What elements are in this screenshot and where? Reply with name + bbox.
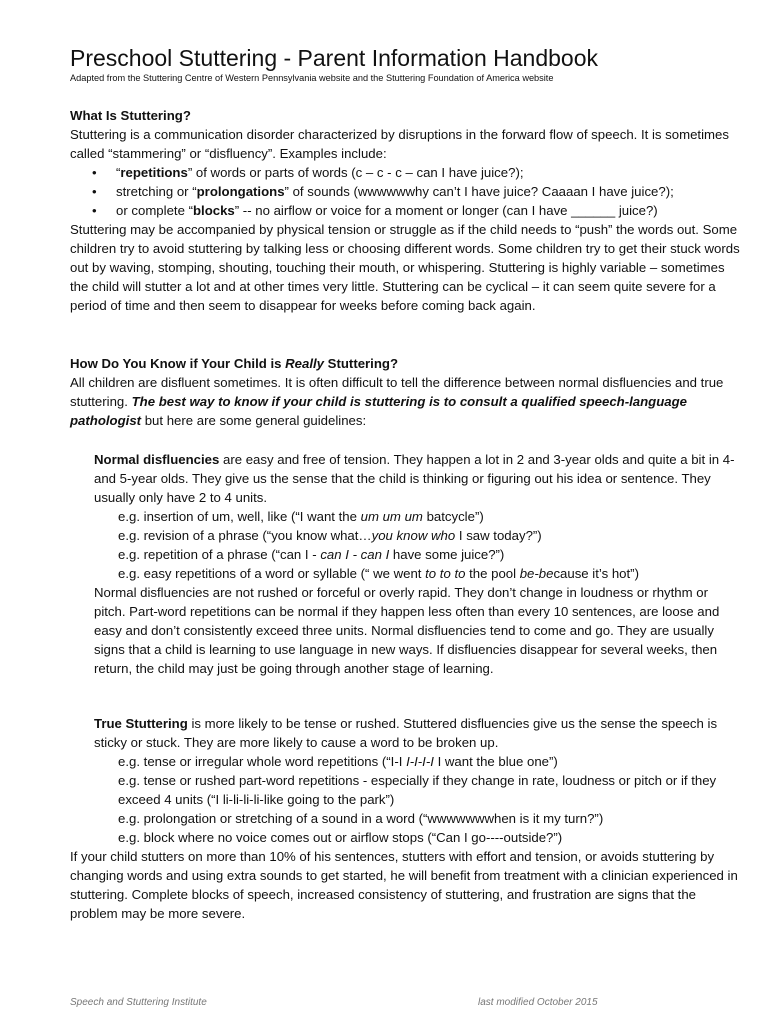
true-stuttering-desc: True Stuttering is more likely to be tense or rushed. Stuttered disfluencies give us the sense the speech is sticky or stuck. They are more likely to cause a word to be broken up. bbox=[94, 716, 718, 750]
example-line: e.g. tense or irregular whole word repetitions (“I-I I-I-I-I I want the blue one”) bbox=[118, 754, 558, 769]
section-what-is-stuttering bbox=[70, 106, 742, 315]
example-line: e.g. revision of a phrase (“you know what…you know who I saw today?”) bbox=[118, 528, 542, 543]
footer-left: Speech and Stuttering Institute bbox=[70, 997, 207, 1008]
true-stuttering-body: If your child stutters on more than 10% of his sentences, stutters with effort and tension, or avoids stuttering by changing words and using extra sounds to get started, he will benefit from treatment with a clinician experienced in stuttering. Complete blocks of speech, increased consistency of stuttering, and frustration are signs that the problem may be more severe. bbox=[70, 849, 738, 921]
bullet-icon: • bbox=[92, 203, 97, 218]
normal-disfluencies-block bbox=[70, 450, 742, 678]
list-item: • “repetitions” of words or parts of words (c – c - c – can I have juice?); bbox=[92, 165, 524, 180]
examples-list bbox=[70, 163, 742, 220]
page-title: Preschool Stuttering - Parent Information Handbook bbox=[70, 45, 599, 71]
section-intro: All children are disfluent sometimes. It is often difficult to tell the difference between normal disfluencies and true stuttering. The best way to know if your child is stuttering is to consult a qualified speech-language pathologist but here are some general guidelines: bbox=[70, 375, 724, 428]
example-line: e.g. prolongation or stretching of a sound in a word (“wwwwwwwhen is it my turn?”) bbox=[118, 811, 604, 826]
normal-disfluencies-body: Normal disfluencies are not rushed or forceful or overly rapid. They don’t change in loudness or rhythm or pitch. Part-word repetitions can be normal if they happen less often than every 10 sentences, are loose and easy and don’t consistently exceed three units. Normal disfluencies tend to come and go. They are usually signs that a child is learning to use language in new ways. If disfluencies disappear for several weeks, then return, the child may just be going through another stage of learning. bbox=[94, 585, 720, 676]
list-item: • stretching or “prolongations” of sounds (wwwwwwhy can’t I have juice? Caaaan I have juice?); bbox=[92, 184, 674, 199]
section-body: Stuttering may be accompanied by physical tension or struggle as if the child needs to “push” the words out. Some children try to avoid stuttering by talking less or choosing different words. Some children try to get their stuck words out by waving, stomping, shouting, touching their mouth, or whispering. Stuttering is highly variable – sometimes the child will stutter a lot and at other times very little. Stuttering can be cyclical – it can seem quite severe for a period of time and then seem to disappear for weeks before coming back again. bbox=[70, 222, 740, 313]
true-stuttering-block bbox=[70, 714, 742, 923]
footer-right: last modified October 2015 bbox=[478, 997, 598, 1008]
section-how-do-you-know bbox=[70, 354, 742, 430]
example-line: e.g. block where no voice comes out or airflow stops (“Can I go----outside?”) bbox=[118, 830, 563, 845]
list-item: • or complete “blocks” -- no airflow or voice for a moment or longer (can I have ______ juice?) bbox=[92, 203, 658, 218]
normal-disfluencies-desc: Normal disfluencies are easy and free of tension. They happen a lot in 2 and 3-year olds and quite a bit in 4- and 5-year olds. They give us the sense that the child is thinking or figuring out his idea or sentence. They usually only have 2 to 4 units. bbox=[94, 452, 735, 505]
section-heading: What Is Stuttering? bbox=[70, 108, 191, 123]
bullet-icon: • bbox=[92, 165, 97, 180]
example-line: e.g. tense or rushed part-word repetitions - especially if they change in rate, loudness or pitch or if they exceed 4 units (“I li-li-li-li-like going to the park”) bbox=[118, 773, 717, 807]
section-intro: Stuttering is a communication disorder characterized by disruptions in the forward flow of speech. It is sometimes called “stammering” or “disfluency”. Examples include: bbox=[70, 127, 729, 161]
example-line: e.g. insertion of um, well, like (“I want the um um um batcycle”) bbox=[118, 509, 484, 524]
example-line: e.g. easy repetitions of a word or syllable (“ we went to to to the pool be-because it’s hot”) bbox=[118, 566, 639, 581]
section-heading: How Do You Know if Your Child is Really Stuttering? bbox=[70, 356, 399, 371]
bullet-icon: • bbox=[92, 184, 97, 199]
example-line: e.g. repetition of a phrase (“can I - can I - can I have some juice?”) bbox=[118, 547, 505, 562]
page-subtitle: Adapted from the Stuttering Centre of Western Pennsylvania website and the Stuttering Foundation of America website bbox=[70, 73, 554, 83]
